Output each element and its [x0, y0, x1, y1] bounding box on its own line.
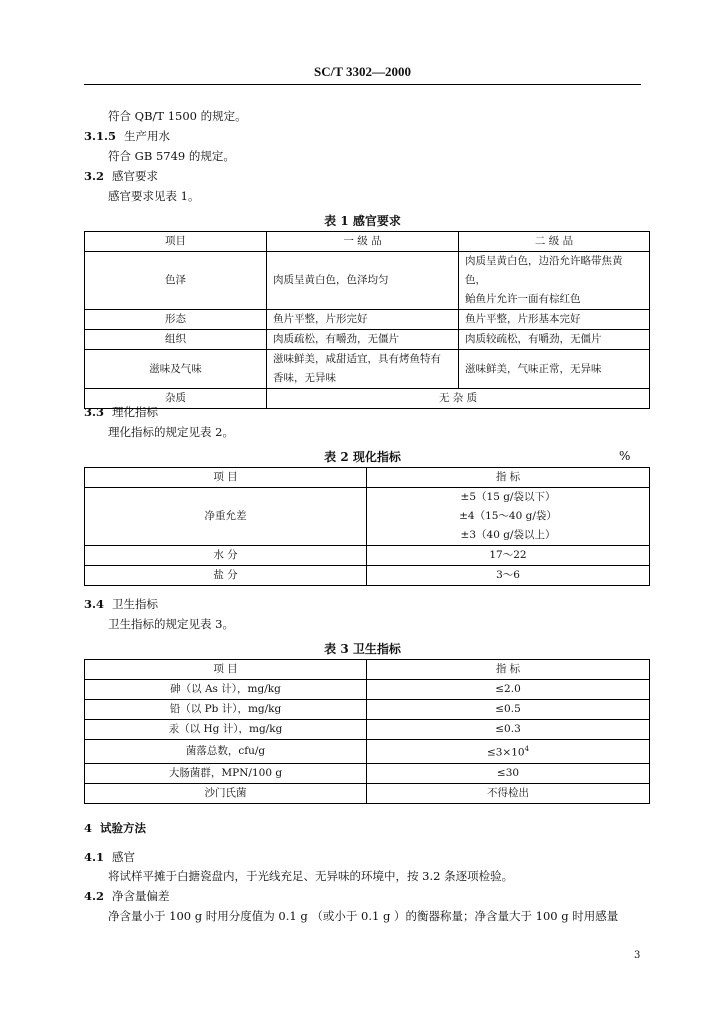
table-row	[85, 488, 650, 546]
table-cell: 色泽	[85, 252, 267, 310]
section-title: 卫生指标	[112, 597, 159, 611]
table-cell: 鱼片平整，片形完好	[267, 310, 459, 330]
paragraph: 理化指标的规定见表 2。	[108, 425, 234, 439]
section-title: 生产用水	[124, 129, 171, 143]
table-cell: ≤30	[367, 763, 650, 783]
paragraph: 符合 GB 5749 的规定。	[108, 149, 235, 163]
table-header-cell: 指 标	[367, 468, 650, 488]
table1-sensory	[84, 231, 650, 409]
table-cell: 净重允差	[85, 488, 367, 546]
table-cell: 不得检出	[367, 783, 650, 803]
cell-line: 香味，无异味	[273, 372, 336, 384]
section-number: 4.1	[84, 850, 105, 864]
paragraph: 净含量小于 100 g 时用分度值为 0.1 g （或小于 0.1 g ）的衡器称量；净含量大于 100 g 时用感量	[108, 909, 619, 923]
header-rule	[84, 84, 641, 85]
table2-physicochemical	[84, 467, 650, 586]
table-cell: 铅（以 Pb 计），mg/kg	[85, 700, 367, 720]
table-cell-merged: 无 杂 质	[267, 389, 650, 409]
table-header-cell: 项目	[85, 232, 267, 252]
table-row	[85, 310, 650, 330]
section-number: 3.2	[84, 169, 105, 183]
table-row	[85, 680, 650, 700]
table-cell: 菌落总数，cfu/g	[85, 740, 367, 764]
table2-unit: %	[619, 449, 631, 463]
table-cell: 大肠菌群，MPN/100 g	[85, 763, 367, 783]
table-row	[85, 566, 650, 586]
cell-value: ≤3×10	[486, 746, 525, 759]
table-cell: 肉质疏松，有嚼劲，无僵片	[267, 330, 459, 350]
table-header-cell: 二 级 品	[459, 232, 650, 252]
table-cell	[267, 350, 459, 389]
table-cell: 杂质	[85, 389, 267, 409]
table-cell: 水 分	[85, 546, 367, 566]
section-title: 试验方法	[100, 821, 147, 835]
section-number: 4	[84, 821, 93, 835]
cell-line: ±5（15 g/袋以下）	[460, 491, 556, 503]
table-cell: 3～6	[367, 566, 650, 586]
table-cell	[459, 252, 650, 310]
section-number: 3.3	[84, 405, 105, 419]
paragraph: 感官要求见表 1。	[108, 189, 200, 203]
table-row	[85, 546, 650, 566]
table-cell: 17～22	[367, 546, 650, 566]
section-title: 感官	[112, 850, 136, 864]
table3-hygiene	[84, 659, 650, 804]
table-header-cell: 项 目	[85, 660, 367, 680]
section-4-1-heading	[84, 849, 135, 865]
table-cell: 砷（以 As 计），mg/kg	[85, 680, 367, 700]
table1-caption: 表 1 感官要求	[324, 214, 401, 228]
cell-line: 肉质呈黄白色，边沿允许略带焦黄色，	[465, 255, 623, 286]
table-header-cell: 指 标	[367, 660, 650, 680]
section-3-4-heading	[84, 596, 158, 612]
section-3-1-5-heading	[84, 128, 170, 144]
section-number: 3.4	[84, 597, 105, 611]
section-number: 3.1.5	[84, 129, 117, 143]
table-cell: 盐 分	[85, 566, 367, 586]
table-row	[85, 350, 650, 389]
section-title: 净含量偏差	[112, 889, 170, 903]
table-row	[85, 252, 650, 310]
table-cell: 滋味鲜美，气味正常，无异味	[459, 350, 650, 389]
table-row	[85, 700, 650, 720]
table-cell: 鱼片平整，片形基本完好	[459, 310, 650, 330]
table-cell: 肉质较疏松，有嚼劲，无僵片	[459, 330, 650, 350]
table-cell: 汞（以 Hg 计），mg/kg	[85, 720, 367, 740]
table-row	[85, 389, 650, 409]
table-row	[85, 330, 650, 350]
table-row	[85, 783, 650, 803]
paragraph: 将试样平摊于白搪瓷盘内，于光线充足、无异味的环境中，按 3.2 条逐项检验。	[108, 869, 514, 883]
section-3-2-heading	[84, 168, 158, 184]
table-row	[85, 740, 650, 764]
cell-line: ±4（15～40 g/袋）	[459, 510, 557, 522]
table-cell	[367, 740, 650, 764]
table2-caption: 表 2 现化指标	[324, 450, 401, 464]
table-header-row	[85, 468, 650, 488]
table-header-cell: 一 级 品	[267, 232, 459, 252]
table-cell: 形态	[85, 310, 267, 330]
section-4-2-heading	[84, 888, 170, 904]
section-title: 理化指标	[112, 405, 159, 419]
table-header-row	[85, 660, 650, 680]
cell-line: 滋味鲜美，咸甜适宜，具有烤鱼特有	[273, 353, 441, 365]
exponent: 4	[524, 745, 530, 753]
paragraph: 卫生指标的规定见表 3。	[108, 617, 234, 631]
table-row	[85, 763, 650, 783]
table-cell: ≤2.0	[367, 680, 650, 700]
page-number: 3	[634, 950, 641, 961]
cell-line: ±3（40 g/袋以上）	[460, 529, 556, 541]
section-number: 4.2	[84, 889, 105, 903]
standard-code-header: SC/T 3302—2000	[314, 64, 411, 79]
cell-line: 鲐鱼片允许一面有棕红色	[465, 293, 581, 305]
table-header-cell: 项 目	[85, 468, 367, 488]
table-cell: 肉质呈黄白色，色泽均匀	[267, 252, 459, 310]
section-3-3-heading	[84, 404, 158, 420]
table-cell: 组织	[85, 330, 267, 350]
table-cell: ≤0.5	[367, 700, 650, 720]
table-row	[85, 720, 650, 740]
table-cell	[367, 488, 650, 546]
section-4-heading	[84, 820, 154, 836]
table-header-row	[85, 232, 650, 252]
paragraph: 符合 QB/T 1500 的规定。	[108, 109, 247, 123]
section-title: 感官要求	[112, 169, 159, 183]
table-cell: 滋味及气味	[85, 350, 267, 389]
table-cell: ≤0.3	[367, 720, 650, 740]
table3-caption: 表 3 卫生指标	[324, 642, 401, 656]
table-cell: 沙门氏菌	[85, 783, 367, 803]
